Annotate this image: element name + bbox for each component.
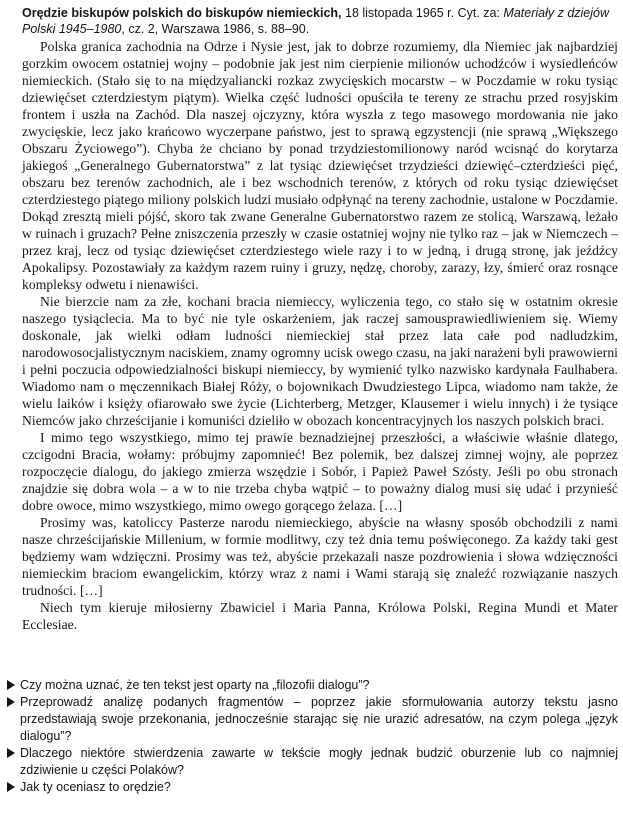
question-item xyxy=(6,677,618,694)
question-item xyxy=(6,745,618,779)
paragraph: I mimo tego wszystkiego, mimo tej prawie beznadziejnej przeszłości, a właściwie właśnie dlatego, czcigodni Bracia, wołamy: próbujmy zapomnieć! Bez polemik, bez dalszej zimnej wojny, ale poprzez rozpoczęcie dialogu, do jakiego zmierza wszędzie i Sobór, i Papież Paweł Szósty. Jeśli po obu stronach znajdzie się dobra wola – a w to nie trzeba chyba wątpić – to poważny dialog musi się udać i przynieść dobre owoce, mimo wszystkiego, mimo owego gorącego żelaza. […] xyxy=(22,430,618,513)
source-title: Orędzie biskupów polskich do biskupów niemieckich, xyxy=(22,6,342,20)
source-date: 18 listopada 1965 r. Cyt. za: xyxy=(341,6,504,20)
bullet-triangle-icon xyxy=(7,680,15,690)
source-book-title: Materiały z dziejów Polski 1945–1980 xyxy=(22,6,610,36)
source-publication: , cz. 2, Warszawa 1986, s. 88–90. xyxy=(121,22,310,36)
question-text: Dlaczego niektóre stwierdzenia zawarte w tekście mogły jednak budzić oburzenie lub co najmniej zdziwienie u części Polaków? xyxy=(20,746,618,777)
paragraph: Nie bierzcie nam za złe, kochani bracia niemieccy, wyliczenia tego, co stało się w ostatnim okresie naszego tysiąclecia. Ma to być nie tyle oskarżeniem, jak raczej samousprawiedliwieniem się. Wiemy doskonale, jak wielki odłam ludności niemieckiej stał przez lata całe pod nadludzkim, narodowosocjalistycznym naciskiem, znamy ogromny ucisk owego czasu, na jaki narażeni byli prawowierni i pełni poczucia odpowiedzialności biskupi niemieccy, by wymienić tylko nazwisko kardynała Faulhabera. Wiadomo nam o męczennikach Białej Róży, o bojownikach Dwudziestego Lipca, wiadomo nam także, że wielu laików i księży ofiarowało swe życie (Lichterberg, Metzger, Klausemer i wielu innych) i że tysiące Niemców jako chrześcijanie i komuniści dzieliło w obozach koncentracyjnych los naszych polskich braci. xyxy=(22,294,618,428)
paragraph: Prosimy was, katoliccy Pasterze narodu niemieckiego, abyście na własny sposób obchodzili z nami nasze chrześcijańskie Millenium, w formie modlitwy, czy też dnia temu poświęconego. Za każdy taki gest będziemy wam wdzięczni. Prosimy was też, abyście przekazali nasze pozdrowienia i słowa wdzięczności niemieckim braciom ewangelickim, którzy wraz z nami i Wami starają się znaleźć rozwiązanie naszych trudności. […] xyxy=(22,515,618,598)
question-item xyxy=(6,779,618,796)
bullet-triangle-icon xyxy=(7,697,15,707)
question-item xyxy=(6,694,618,745)
source-citation xyxy=(22,5,618,37)
paragraph: Niech tym kieruje miłosierny Zbawiciel i Maria Panna, Królowa Polski, Regina Mundi et Mater Ecclesiae. xyxy=(22,600,618,632)
question-text: Przeprowadź analizę podanych fragmentów – poprzez jakie sformułowania autorzy tekstu jasno przedstawiają swoje przekonania, jednocześnie starając się nie urazić adresatów, na czym polega „język dialogu”? xyxy=(20,695,618,743)
bullet-triangle-icon xyxy=(7,748,15,758)
bullet-triangle-icon xyxy=(7,782,15,792)
questions-list xyxy=(6,677,618,796)
document-body xyxy=(22,38,618,633)
paragraph: Polska granica zachodnia na Odrze i Nysie jest, jak to dobrze rozumiemy, dla Niemiec jak najbardziej gorzkim owocem ostatniej wojny – podobnie jak jest nim cierpienie milionów uchodźców i wysiedleńców niemieckich. (Stało się to na międzyaliancki rozkaz zwycięskich mocarstw – w Poczdamie w roku tysiąc dziewięćset czterdziestym piątym). Wielka część ludności opuściła te tereny ze strachu przed rosyjskim frontem i uszła na Zachód. Dla naszej ojczyzny, która wyszła z tego masowego mordowania nie jako zwycięskie, lecz jako krańcowo wyczerpane państwo, jest to sprawą egzystencji (nie sprawą „Większego Obszaru Życiowego”). Chyba że chciano by ponad trzydziestomilionowy naród wcisnąć do korytarza jakiegoś „Generalnego Gubernatorstwa” z lat tysiąc dziewięćset trzydzieści dziewięć–czterdzieści pięć, obszaru bez terenów zachodnich, ale i bez wschodnich terenów, z których od roku tysiąc dziewięćset czterdziestego piątego miliony polskich ludzi musiało odpłynąć na tereny zachodnie, ustalone w Poczdamie. Dokąd zresztą mieli pójść, skoro tak zwane Generalne Gubernatorstwo razem ze stolicą, Warszawą, leżało w ruinach i gruzach? Pełne zniszczenia przeszły w czasie ostatniej wojny nie tylko raz – jak w Niemczech – przez kraj, lecz od tysiąc dziewięćset czterdziestego wiele razy i to w jedną, i drugą stronę, jak jeźdźcy Apokalipsy. Pozostawiały za każdym razem ruiny i gruzy, nędzę, choroby, zarazy, łzy, śmierć oraz rosnące kompleksy odwetu i nienawiści. xyxy=(22,39,618,292)
question-text: Jak ty oceniasz to orędzie? xyxy=(20,780,171,794)
question-text: Czy można uznać, że ten tekst jest oparty na „filozofii dialogu”? xyxy=(20,678,370,692)
